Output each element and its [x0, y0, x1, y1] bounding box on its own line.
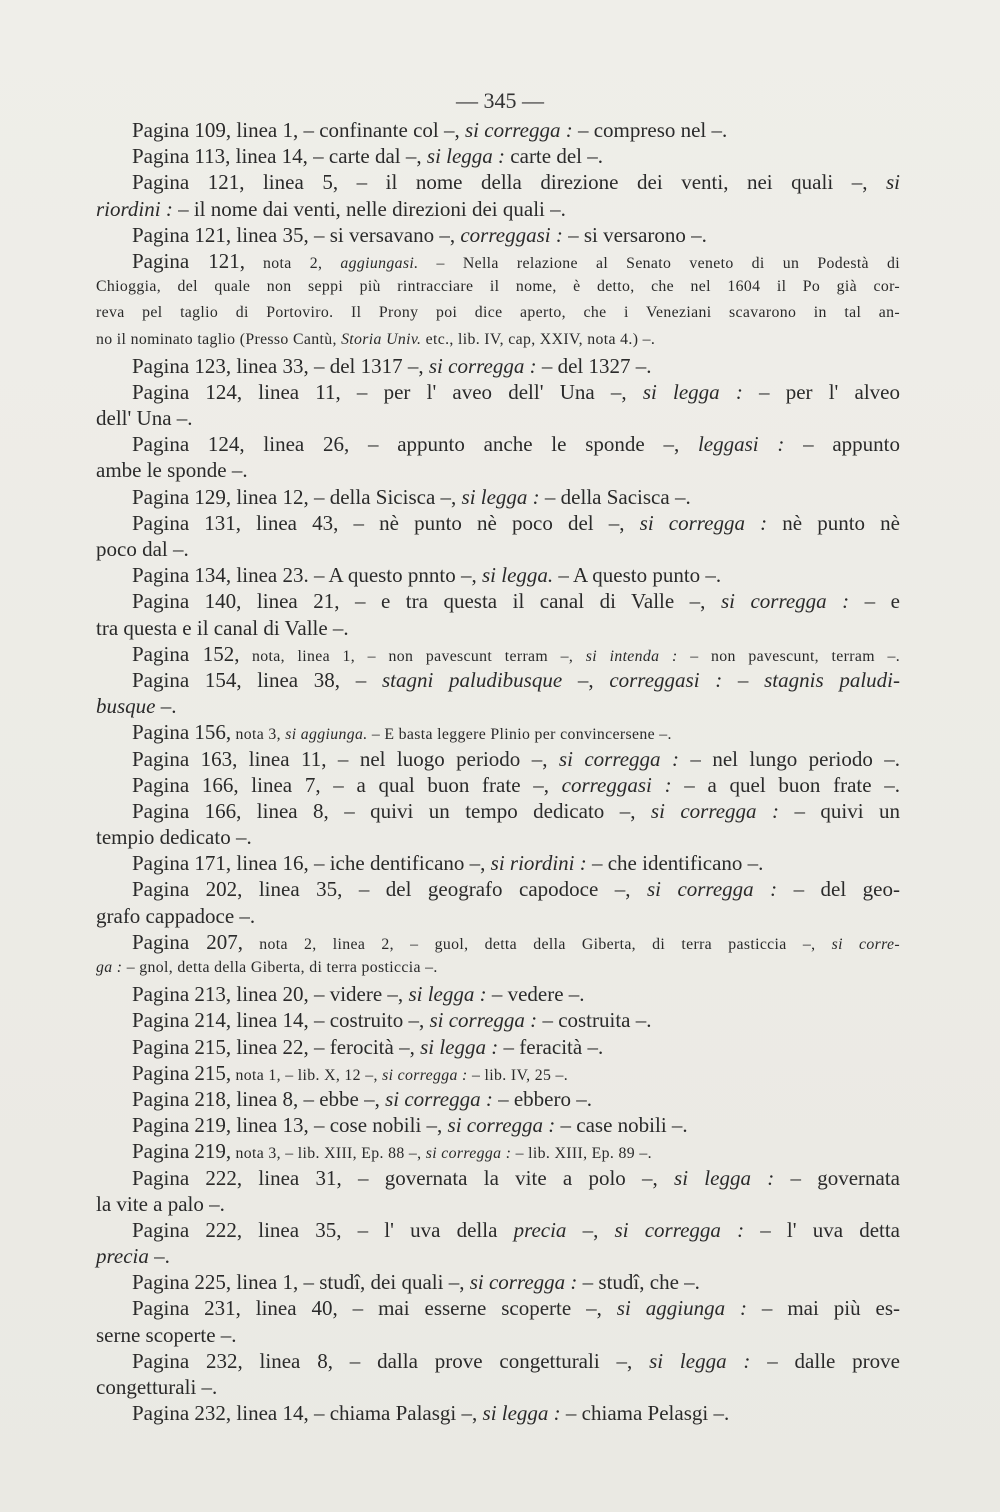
text-line [96, 798, 900, 824]
errata-list [96, 117, 900, 1426]
text-segment: – del 1327 –. [536, 353, 652, 378]
text-segment: Pagina 123, linea 33, – del 1317 –, [132, 353, 429, 378]
text-segment: nota 3, – lib. XIII, Ep. 88 –, [231, 1145, 426, 1163]
text-segment: – studî, che –. [577, 1270, 700, 1295]
italic-segment: si aggiunga : [616, 1296, 747, 1321]
text-line [96, 222, 900, 248]
text-line [96, 641, 900, 667]
text-line [96, 536, 900, 562]
text-segment: nota 1, – lib. X, 12 –, [231, 1066, 383, 1084]
text-segment: Pagina 225, linea 1, – studî, dei quali –, [132, 1270, 470, 1295]
text-segment: Pagina 166, linea 7, – a qual buon frate –, [132, 772, 562, 797]
text-line [96, 484, 900, 510]
text-line [96, 248, 900, 274]
text-segment: Pagina 121, linea 35, – si versavano –, [132, 222, 461, 247]
line-lead: Pagina 156, [132, 720, 232, 745]
text-line [96, 274, 900, 300]
text-line [96, 143, 900, 169]
text-line [96, 457, 900, 483]
text-segment: nota 2, [244, 254, 341, 272]
text-segment: nota 3, [231, 726, 286, 744]
page-number: — 345 — [456, 88, 544, 113]
text-segment: carte del –. [505, 144, 603, 169]
italic-segment: si corregga : [465, 118, 573, 142]
text-line [96, 1086, 900, 1112]
text-segment: –. [148, 1244, 170, 1269]
text-segment: Pagina 231, linea 40, – mai esserne scoperte –, [132, 1296, 617, 1321]
text-segment: – per l' alveo [742, 379, 900, 404]
text-segment: – mai più es- [746, 1296, 900, 1321]
text-line [96, 667, 900, 693]
text-segment: – Nella relazione al Senato veneto di un Podestà di [418, 254, 900, 272]
text-segment: – e [849, 589, 900, 614]
text-line [96, 876, 900, 902]
text-segment: Pagina 222, linea 31, – governata la vite a polo –, [132, 1165, 675, 1190]
text-segment: poco dal –. [96, 537, 189, 561]
text-line [96, 1400, 900, 1426]
text-line [96, 981, 900, 1007]
text-segment: – nel lungo periodo –. [678, 746, 901, 771]
italic-segment: correggasi : [609, 667, 723, 692]
text-segment: Pagina 124, linea 26, – appunto anche le sponde –, [132, 432, 698, 457]
italic-segment: si legga : [674, 1165, 775, 1190]
italic-segment: precia [513, 1217, 567, 1242]
text-line [96, 327, 900, 353]
italic-segment: aggiungasi. [340, 254, 419, 272]
italic-segment: si corregga : [425, 1145, 512, 1163]
text-line [96, 196, 900, 222]
italic-segment: si corregga : [385, 1086, 493, 1111]
italic-segment: si legga : [642, 379, 743, 404]
text-segment: – costruita –. [537, 1008, 652, 1033]
text-segment: la vite a palo –. [96, 1191, 225, 1216]
text-segment: –, [562, 667, 610, 692]
text-line [96, 1243, 900, 1269]
italic-segment: si legga : [408, 982, 487, 1007]
text-segment: –, [566, 1217, 615, 1242]
italic-segment: si legga : [649, 1348, 751, 1373]
text-line [96, 379, 900, 405]
text-segment: – appunto [784, 432, 901, 457]
text-segment: – il nome dai venti, nelle direzioni dei quali –. [172, 196, 566, 221]
text-line [96, 1138, 900, 1164]
text-segment: – l' uva detta [744, 1217, 900, 1242]
text-segment: Pagina 202, linea 35, – del geografo capodoce –, [132, 877, 647, 902]
text-line [96, 1322, 900, 1348]
italic-segment: si corregga : [382, 1066, 468, 1084]
text-segment: tra questa e il canal di Valle –. [96, 615, 349, 640]
text-line [96, 1269, 900, 1295]
text-segment: – lib. XIII, Ep. 89 –. [511, 1145, 652, 1163]
text-line [96, 405, 900, 431]
text-line [96, 929, 900, 955]
text-segment: – lib. IV, 25 –. [467, 1066, 569, 1084]
text-segment: – gnol, detta della Giberta, di terra posticcia –. [122, 959, 438, 976]
text-line [96, 615, 900, 641]
text-line [96, 562, 900, 588]
text-segment: – vedere –. [486, 982, 585, 1007]
text-line [96, 117, 900, 143]
line-lead: Pagina 219, [132, 1139, 232, 1164]
text-line [96, 850, 900, 876]
italic-segment: si legga : [482, 1401, 561, 1426]
text-segment: – che identificano –. [586, 851, 764, 876]
text-segment: – A questo punto –. [553, 563, 722, 588]
italic-segment: stagni paludibusque [381, 667, 563, 692]
text-segment: no il nominato taglio (Presso Cantù, [96, 330, 342, 348]
text-segment: ambe le sponde –. [96, 458, 248, 483]
italic-segment: Storia Univ. [341, 330, 422, 348]
text-segment: – non pavescunt, terram –. [677, 647, 901, 665]
text-line [96, 1034, 900, 1060]
text-segment: Pagina 222, linea 35, – l' uva della [132, 1217, 514, 1242]
italic-segment: si legga. [481, 563, 554, 588]
text-segment: Pagina 232, linea 14, – chiama Palasgi –, [132, 1401, 483, 1426]
text-segment: Pagina 154, linea 38, – [132, 667, 382, 692]
text-segment: Pagina 219, linea 13, – cose nobili –, [132, 1113, 448, 1138]
text-segment: reva pel taglio di Portoviro. Il Prony poi dice aperto, che i Veneziani scavarono in tal an- [96, 304, 900, 322]
text-line [96, 353, 900, 379]
text-segment: Pagina 131, linea 43, – nè punto nè poco del –, [132, 510, 640, 535]
text-segment: Pagina 121, linea 5, – il nome della direzione dei venti, nei quali –, [132, 170, 886, 195]
italic-segment: si corregga : [428, 353, 537, 378]
italic-segment: ga : [96, 959, 123, 976]
text-segment: grafo cappadoce –. [96, 903, 256, 928]
text-segment: tempio dedicato –. [96, 825, 252, 850]
text-line [96, 772, 900, 798]
text-segment: –. [155, 694, 177, 719]
text-segment: nè punto nè [767, 510, 900, 535]
text-segment: Pagina 124, linea 11, – per l' aveo dell' Una –, [132, 379, 643, 404]
text-segment: – case nobili –. [555, 1113, 688, 1138]
italic-segment: si aggiunga. [285, 726, 368, 744]
text-segment: – governata [774, 1165, 900, 1190]
text-segment: etc., lib. IV, cap, XXIV, nota 4.) –. [421, 330, 656, 348]
italic-segment: si corre- [831, 935, 900, 953]
text-segment: Pagina 163, linea 11, – nel luogo periodo –, [132, 746, 559, 771]
text-line [96, 1217, 900, 1243]
text-segment: Pagina 232, linea 8, – dalla prove congetturali –, [132, 1348, 650, 1373]
text-segment: Pagina 215, linea 22, – ferocità –, [132, 1034, 421, 1059]
text-segment: – feracità –. [498, 1034, 604, 1059]
text-segment: Pagina 134, linea 23. – A questo pnnto –, [132, 563, 482, 588]
italic-segment: leggasi : [697, 432, 785, 457]
italic-segment: busque [96, 694, 156, 719]
text-line [96, 824, 900, 850]
text-line [96, 955, 900, 981]
text-segment: – compreso nel –. [572, 118, 728, 142]
italic-segment: si corregga : [720, 589, 850, 614]
text-segment: dell' Una –. [96, 406, 193, 431]
italic-segment: si legga : [420, 1034, 499, 1059]
text-line [96, 719, 900, 745]
text-segment: Pagina 214, linea 14, – costruito –, [132, 1008, 430, 1033]
italic-segment: si corregga : [558, 746, 679, 771]
italic-segment: si corregga : [639, 510, 768, 535]
line-lead: Pagina 207, [132, 929, 244, 954]
text-line [96, 588, 900, 614]
italic-segment: si riordini : [490, 851, 587, 876]
text-segment: – della Sacisca –. [539, 484, 691, 509]
text-segment: Pagina 166, linea 8, – quivi un tempo dedicato –, [132, 798, 651, 823]
text-segment: – a quel buon frate –. [671, 772, 900, 797]
text-segment: Pagina 129, linea 12, – della Sicisca –, [132, 484, 462, 509]
italic-segment: si legga : [461, 484, 540, 509]
text-segment: Pagina 140, linea 21, – e tra questa il canal di Valle –, [132, 589, 721, 614]
italic-segment: si corregga : [614, 1217, 745, 1242]
italic-segment: stagnis paludi- [764, 667, 900, 692]
italic-segment: si legga : [426, 144, 506, 169]
italic-segment: si corregga : [650, 798, 779, 823]
text-line [96, 693, 900, 719]
italic-segment: si corregga : [429, 1008, 538, 1033]
text-segment: Pagina 218, linea 8, – ebbe –, [132, 1086, 386, 1111]
text-line [96, 510, 900, 536]
text-segment: – quivi un [779, 798, 900, 823]
text-line [96, 431, 900, 457]
text-line [96, 1112, 900, 1138]
text-segment: Pagina 113, linea 14, – carte dal –, [132, 144, 427, 169]
text-line [96, 1295, 900, 1321]
italic-segment: si corregga : [447, 1113, 556, 1138]
italic-segment: si corregga : [646, 877, 778, 902]
text-segment: – E basta leggere Plinio per convincersene –. [367, 726, 672, 744]
italic-segment: si [885, 170, 900, 195]
text-line [96, 1374, 900, 1400]
text-line [96, 1191, 900, 1217]
text-segment: congetturali –. [96, 1375, 218, 1399]
text-line [96, 903, 900, 929]
text-segment: Pagina 171, linea 16, – iche dentificano –, [132, 851, 491, 876]
text-line [96, 169, 900, 195]
line-lead: Pagina 152, [132, 641, 240, 666]
text-line [96, 1165, 900, 1191]
line-lead: Pagina 215, [132, 1060, 232, 1085]
italic-segment: si intenda : [585, 647, 678, 665]
italic-segment: correggasi : [460, 222, 563, 247]
text-segment: nota, linea 1, – non pavescunt terram –, [239, 647, 586, 665]
italic-segment: riordini : [96, 196, 173, 221]
text-line [96, 1348, 900, 1374]
text-line [96, 1007, 900, 1033]
text-segment: – dalle prove [750, 1348, 900, 1373]
text-segment: – [722, 667, 765, 692]
text-line [96, 1060, 900, 1086]
text-segment: – ebbero –. [492, 1086, 592, 1111]
text-segment: nota 2, linea 2, – guol, detta della Giberta, di terra pasticcia –, [243, 935, 832, 953]
text-segment: serne scoperte –. [96, 1322, 237, 1347]
text-segment: Pagina 109, linea 1, – confinante col –, [132, 118, 465, 142]
italic-segment: correggasi : [561, 772, 672, 797]
text-segment: – chiama Pelasgi –. [560, 1401, 730, 1426]
italic-segment: si corregga : [469, 1270, 578, 1295]
text-line [96, 300, 900, 326]
text-segment: – si versarono –. [562, 222, 707, 247]
text-line [96, 746, 900, 772]
text-segment: – del geo- [777, 877, 900, 902]
italic-segment: precia [96, 1244, 149, 1269]
text-segment: Chioggia, del quale non seppi più rintracciare il nome, è detto, che nel 1604 il Po già cor- [96, 278, 900, 296]
text-segment: Pagina 213, linea 20, – videre –, [132, 982, 409, 1007]
line-lead: Pagina 121, [132, 248, 245, 273]
